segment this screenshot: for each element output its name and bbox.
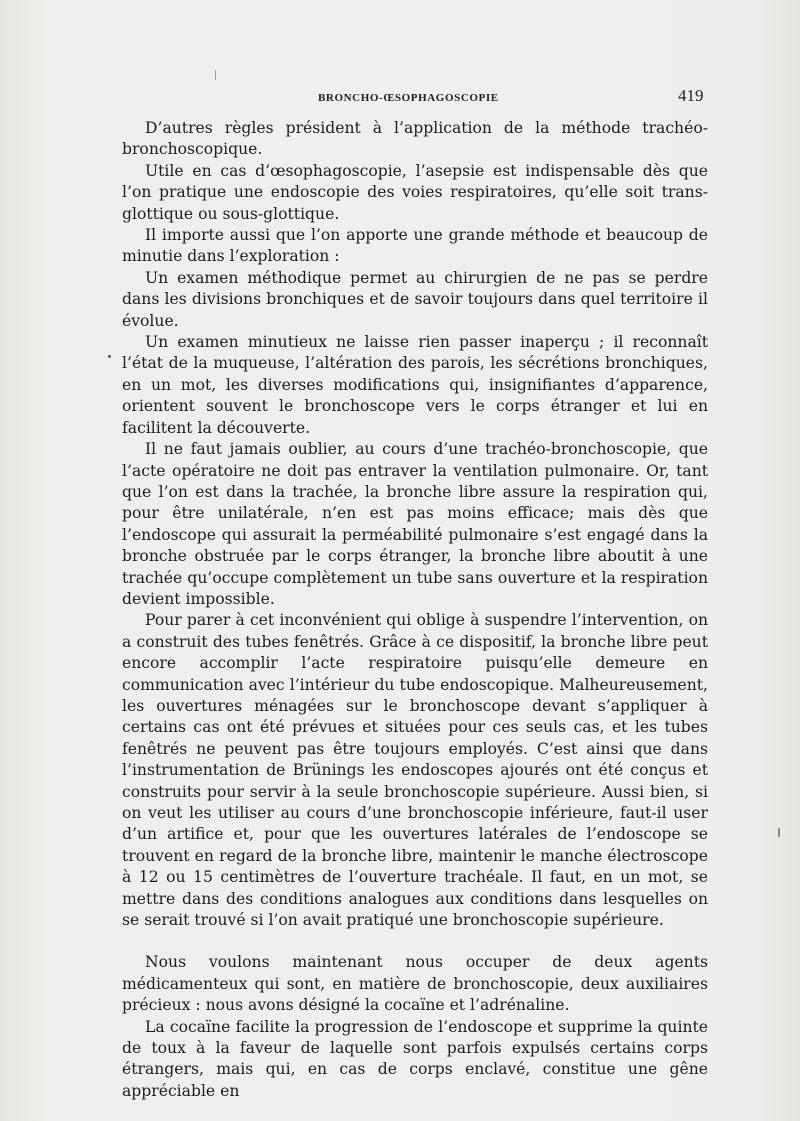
paragraph-agents: Nous voulons maintenant nous occuper de deux agents médicamenteux qui sont, en matière de bronchoscopie, deux auxiliaires précieux : nous avons désigné la cocaïne et l’adrénaline. [122, 953, 708, 1015]
print-speck [108, 355, 111, 358]
paragraph-asepsis: Utile en cas d’œsophagoscopie, l’asepsie est indispensable dès que l’on pratique une endoscopie des voies respiratoires, qu’elle soit trans-glottique ou sous-glottique. [122, 161, 708, 223]
running-title: BRONCHO-ŒSOPHAGOSCOPIE [318, 92, 499, 104]
page-header [0, 86, 800, 110]
print-speck [778, 828, 780, 837]
paragraph-ventilation: Il ne faut jamais oublier, au cours d’une trachéo-bronchoscopie, que l’acte opératoire ne doit pas entraver la ventilation pulmonaire. Or, tant que l’on est dans la trachée, la bronche libre assure la respiration qui, pour être unilatérale, n’en est pas moins efficace; mais dès que l’endoscope qui assurait la perméabilité pulmonaire s’est engagé dans la bronche obstruée par le corps étranger, la bronche libre aboutit à une trachée qu’occupe complètement un tube sans ouverture et la respiration devient impossible. [122, 440, 708, 608]
paragraph-cocaine: La cocaïne facilite la progression de l’endoscope et supprime la quinte de toux à la faveur de laquelle sont parfois expulsés certains corps étrangers, mais qui, en cas de corps enclavé, constitue une gêne appréciable en [122, 1017, 708, 1100]
body-text [122, 118, 708, 1102]
paragraph-fenestrated-tubes: Pour parer à cet inconvénient qui oblige à suspendre l’intervention, on a construit des tubes fenêtrés. Grâce à ce dispositif, la bronche libre peut encore accomplir l’acte respiratoire puisqu’elle demeure en communication avec l’intérieur du tube endoscopique. Malheureusement, les ouvertures ménagées sur le bronchoscope devant s’appliquer à certains cas ont été prévues et situées pour ces seuls cas, et les tubes fenêtrés ne peuvent pas être toujours employés. C’est ainsi que dans l’instrumentation de Brünings les endoscopes ajourés ont été conçus et construits pour servir à la seule bronchoscopie supérieure. Aussi bien, si on veut les utiliser au cours d’une bronchoscopie inférieure, faut-il user d’un artifice et, pour que les ouvertures latérales de l’endoscope se trouvent en regard de la bronche libre, maintenir le manche électroscope à 12 ou 15 centimètres de l’ouverture trachéale. Il faut, en un mot, se mettre dans des conditions analogues aux conditions dans lesquelles on se serait trouvé si l’on avait pratiqué une bronchoscopie supérieure. [122, 611, 708, 930]
paragraph-methodical-exam: Un examen méthodique permet au chirurgien de ne pas se perdre dans les divisions bronchiques et de savoir toujours dans quel territoire il évolue. [122, 268, 708, 330]
page-number: 419 [678, 86, 704, 105]
paragraph-thorough-exam: Un examen minutieux ne laisse rien passer inaperçu ; il reconnaît l’état de la muqueuse, l’altération des parois, les sécrétions bronchiques, en un mot, les diverses modifications qui, insignifiantes d’apparence, orientent souvent le bronchoscope vers le corps étranger et lui en facilitent la découverte. [122, 333, 708, 437]
paragraph-method: Il importe aussi que l’on apporte une grande méthode et beaucoup de minutie dans l’exploration : [122, 226, 708, 266]
paragraph-rules: D’autres règles président à l’application de la méthode trachéo-bronchoscopique. [122, 119, 708, 159]
print-speck [215, 70, 216, 80]
